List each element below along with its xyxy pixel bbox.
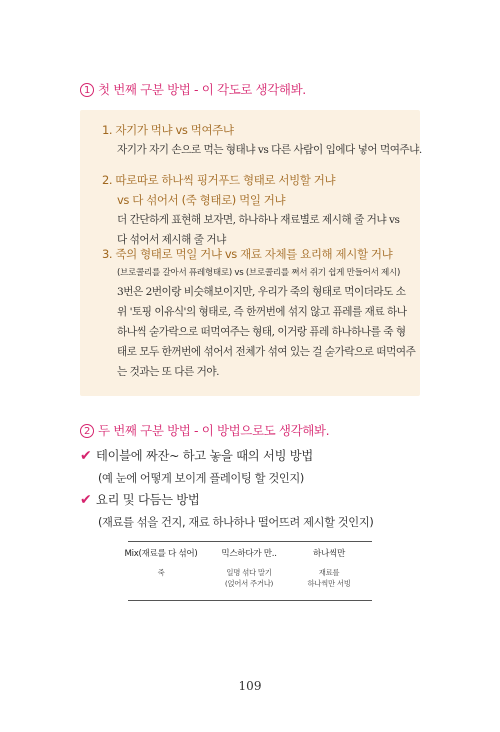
page-number: 109 [238, 679, 262, 693]
item-2-line-1: 더 간단하게 표현해 보자면, 하나하나 재료별로 제시해 줄 거냐 vs [117, 214, 400, 226]
item-2-line-2: 다 섞어서 제시해 줄 거냐 [117, 234, 226, 246]
check-item-1-title: 테이블에 짜잔~ 하고 놓을 때의 서빙 방법 [96, 449, 313, 463]
table-column-half-mix [208, 547, 290, 589]
item-3-subtitle: (브로콜리를 갈아서 퓨레형태로) vs (브로콜리를 쪄서 쥐기 쉽게 만들어서 제시) [117, 268, 401, 278]
check-item-2-title: 요리 및 다듬는 방법 [96, 493, 200, 507]
table-column-half-mix-head: 믹스하다가 만.. [221, 549, 277, 559]
check-item-2 [80, 490, 373, 530]
section-2-heading-text: 두 번째 구분 방법 - 이 방법으로도 생각해봐. [98, 423, 330, 438]
item-3-title: 3. 죽의 형태로 먹일 거냐 vs 재료 자체를 요리해 제시할 거냐 [102, 247, 393, 261]
item-1-title: 1. 자기가 먹냐 vs 먹여주냐 [102, 123, 234, 137]
table-column-separate-line-2: 하나씩만 서빙 [307, 579, 351, 588]
circled-number-2: 2 [80, 424, 94, 438]
explanation-box [80, 110, 420, 396]
circled-number-1: 1 [80, 83, 94, 97]
table-column-mix-line-1: 죽 [157, 568, 165, 577]
list-item-2 [102, 170, 410, 250]
check-item-1 [80, 446, 313, 486]
list-item-1 [102, 120, 422, 160]
table-column-mix [120, 547, 202, 578]
list-item-3 [102, 244, 416, 382]
table-column-separate-line-1: 재료를 [318, 568, 340, 577]
item-2-title: 2. 따로따로 하나씩 핑거푸드 형태로 서빙할 거냐 [102, 173, 336, 187]
check-item-2-desc: (재료를 섞을 건지, 재료 하나하나 떨어뜨려 제시할 것인지) [98, 516, 374, 529]
checkmark-icon: ✔ [80, 492, 92, 508]
check-item-1-desc: (예 눈에 어떻게 보이게 플레이팅 할 것인지) [98, 472, 304, 485]
item-1-line-1: 자기가 자기 손으로 먹는 형태냐 vs 다른 사람이 입에다 넣어 먹여주냐. [117, 144, 422, 156]
table-column-mix-head: Mix(재료를 다 섞어) [124, 549, 198, 559]
item-3-line-2: 위 '토핑 이유식'의 형태로, 즉 한꺼번에 섞지 않고 퓨레를 재료 하나 [117, 306, 407, 318]
section-1-heading [80, 80, 306, 98]
table-column-separate-head: 하나씩만 [312, 549, 345, 559]
section-2-heading [80, 421, 329, 439]
table-column-separate [288, 547, 370, 589]
item-2-title-continued: vs 다 섞어서 (죽 형태로) 먹일 거냐 [117, 193, 286, 207]
table-column-half-mix-line-1: 일명 섞다 말기 [226, 568, 272, 577]
checkmark-icon: ✔ [80, 448, 92, 464]
item-3-line-4: 태로 모두 한꺼번에 섞어서 전체가 섞여 있는 걸 숟가락으로 떠먹여주 [117, 346, 416, 358]
section-1-heading-text: 첫 번째 구분 방법 - 이 각도로 생각해봐. [98, 82, 306, 97]
item-3-line-1: 3번은 2번이랑 비슷해보이지만, 우리가 죽의 형태로 먹이더라도 소 [117, 286, 406, 298]
comparison-table [124, 541, 372, 601]
table-column-half-mix-line-2: (얹어서 주거나) [224, 579, 274, 588]
item-3-line-3: 하나씩 숟가락으로 떠먹여주는 형태, 이거랑 퓨레 하나하나를 죽 형 [117, 326, 406, 338]
item-3-line-5: 는 것과는 또 다른 거야. [117, 366, 219, 378]
